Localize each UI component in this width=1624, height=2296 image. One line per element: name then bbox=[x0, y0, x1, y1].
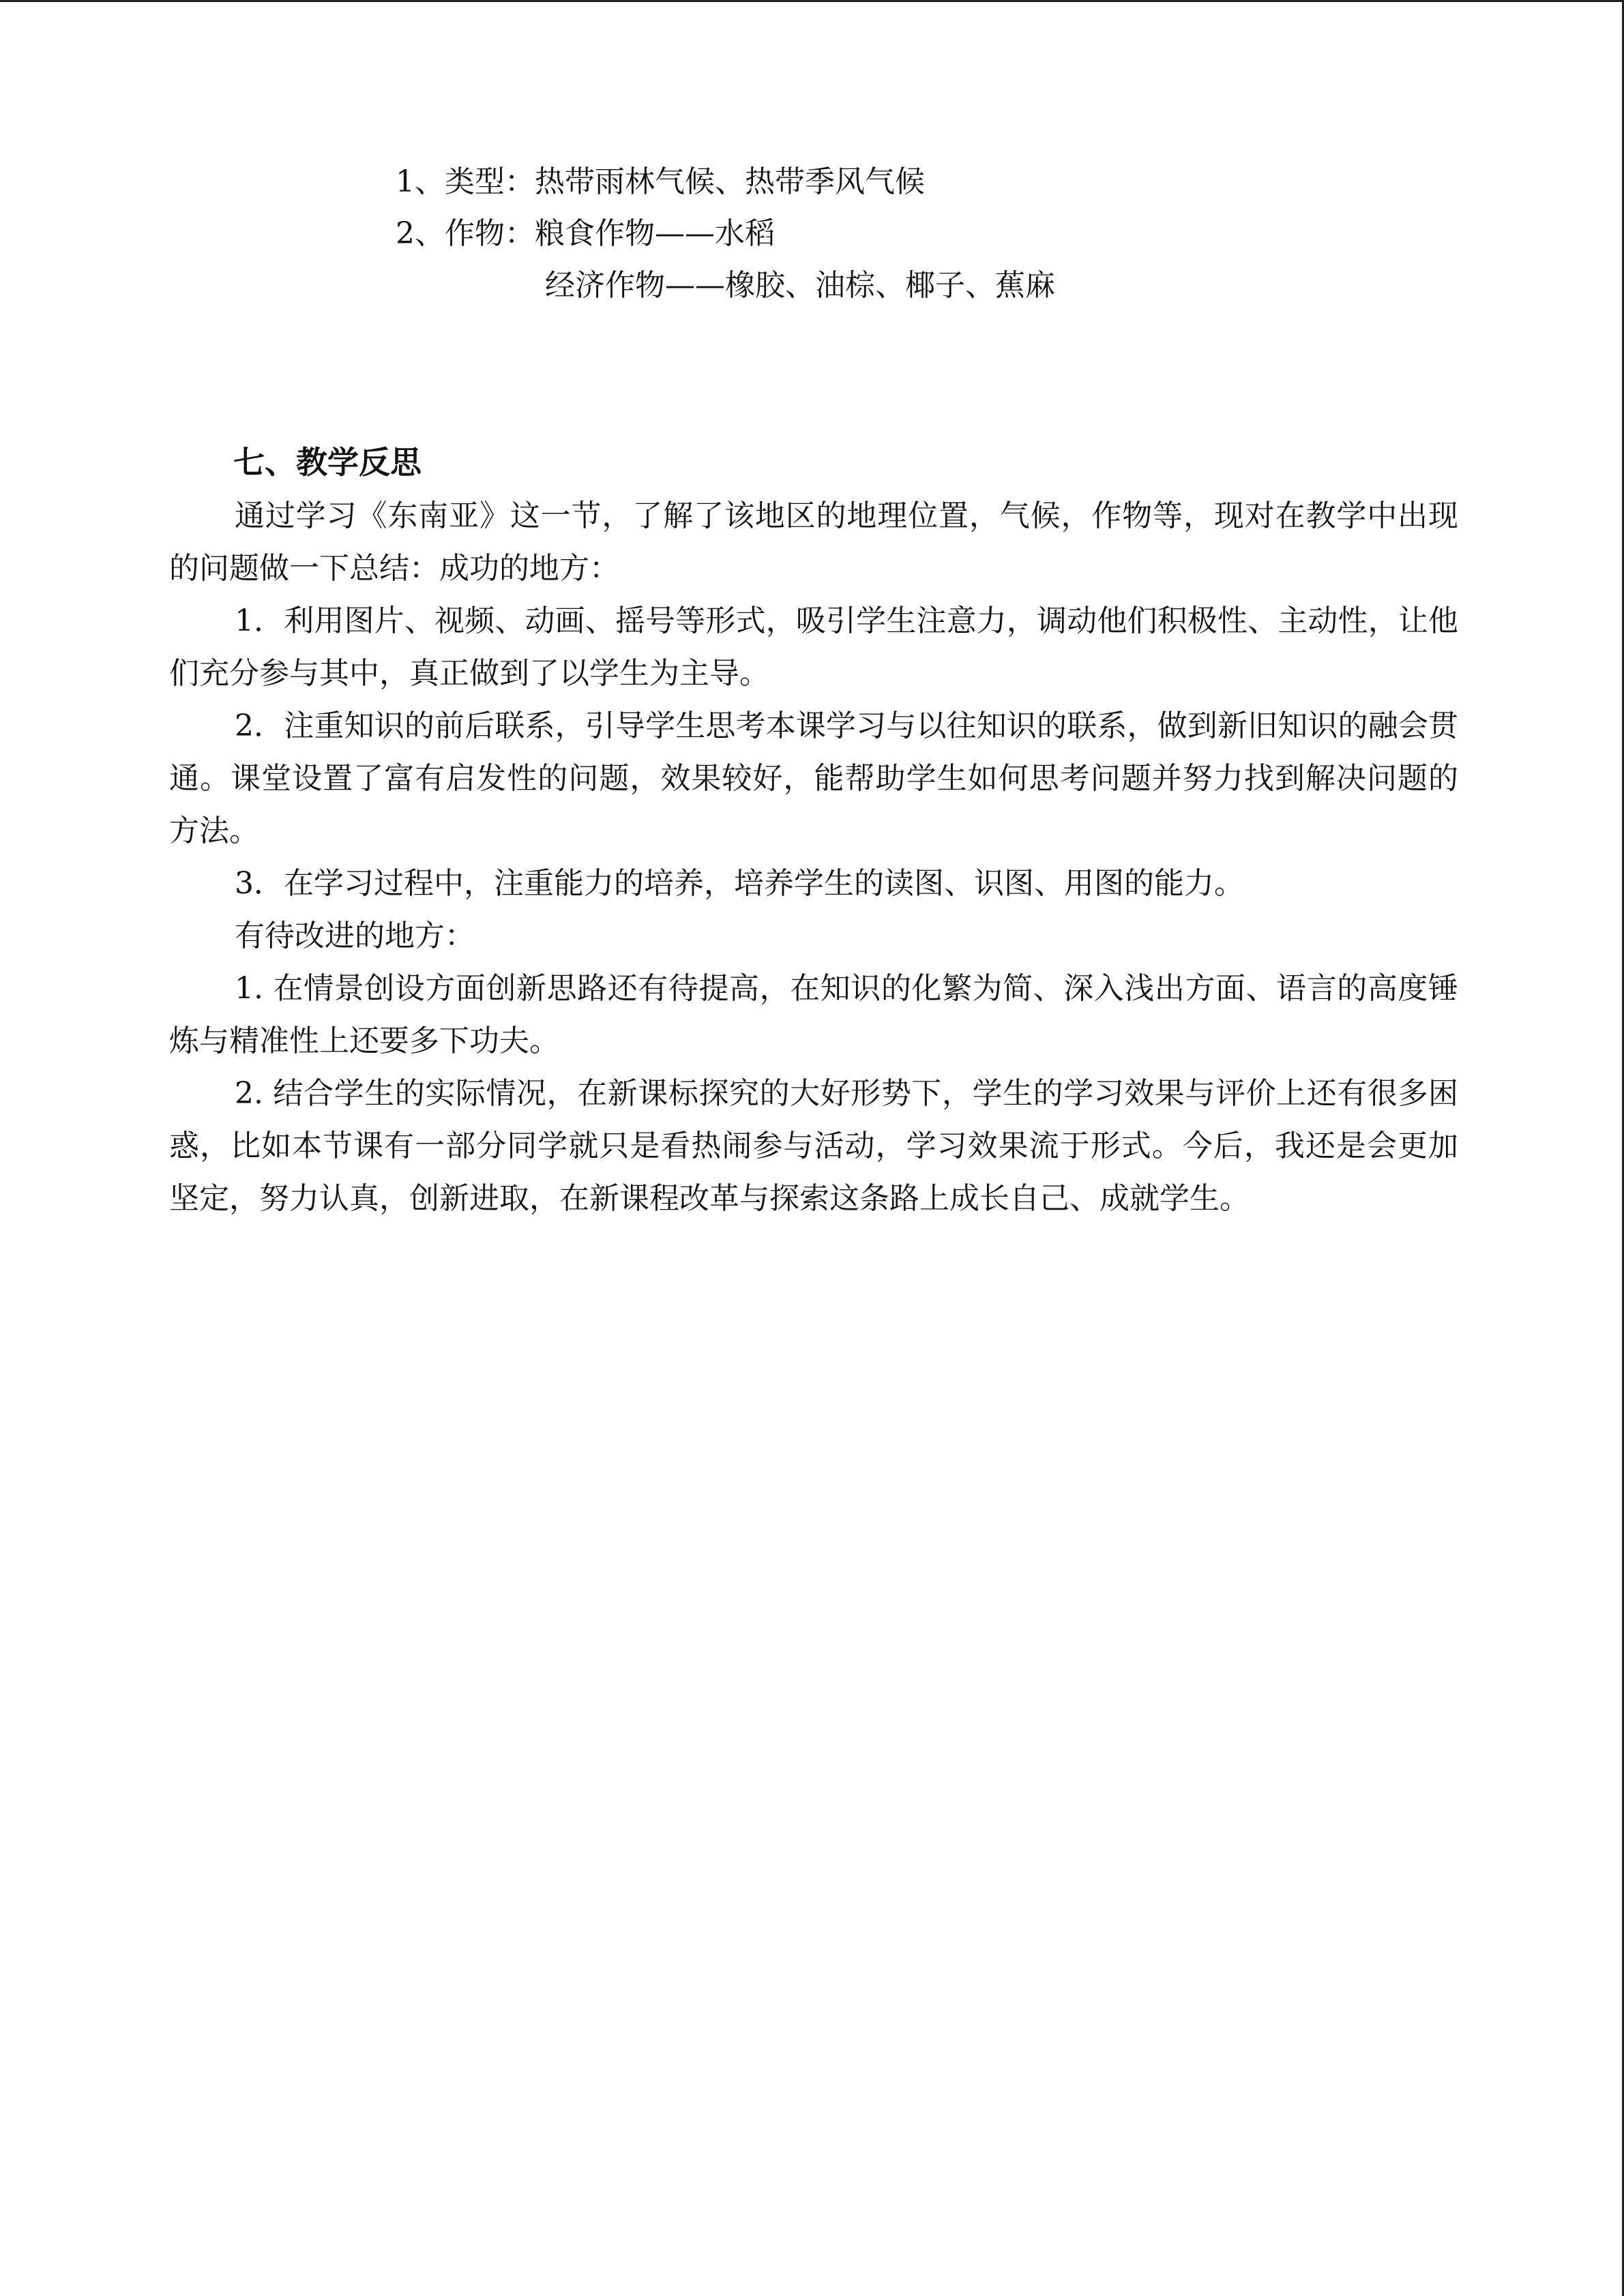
section-heading: 七、教学反思 bbox=[233, 444, 422, 481]
summary-item-food-crop: 2、作物：粮食作物——水稻 bbox=[396, 216, 775, 251]
paragraph-improvement-heading: 有待改进的地方： bbox=[235, 919, 475, 953]
paragraph-improvement-1: 1. 在情景创设方面创新思路还有待提高，在知识的化繁为简、深入浅出方面、语言的高度锤炼与精准性上还要多下功夫。 bbox=[169, 971, 1458, 1058]
paragraph-success-2: 2．注重知识的前后联系，引导学生思考本课学习与以往知识的联系，做到新旧知识的融会贯通。课堂设置了富有启发性的问题，效果较好，能帮助学生如何思考问题并努力找到解决问题的方法。 bbox=[169, 709, 1458, 848]
paragraph-intro: 通过学习《东南亚》这一节，了解了该地区的地理位置，气候，作物等，现对在教学中出现的问题做一下总结：成功的地方： bbox=[169, 498, 1458, 586]
climate-crop-summary bbox=[396, 156, 1282, 312]
summary-item-cash-crop: 经济作物——橡胶、油棕、椰子、蕉麻 bbox=[545, 268, 1055, 303]
paragraph-success-3: 3．在学习过程中，注重能力的培养，培养学生的读图、识图、用图的能力。 bbox=[235, 866, 1244, 901]
paragraph-improvement-2: 2. 结合学生的实际情况，在新课标探究的大好形势下，学生的学习效果与评价上还有很多困惑，比如本节课有一部分同学就只是看热闹参与活动，学习效果流于形式。今后，我还是会更加坚定，努力认真，创新进取，在新课程改革与探索这条路上成长自己、成就学生。 bbox=[169, 1076, 1458, 1216]
reflection-body bbox=[169, 490, 1458, 1225]
summary-item-climate-type: 1、类型：热带雨林气候、热带季风气候 bbox=[396, 164, 925, 199]
paragraph-success-1: 1．利用图片、视频、动画、摇号等形式，吸引学生注意力，调动他们积极性、主动性，让他们充分参与其中，真正做到了以学生为主导。 bbox=[169, 603, 1458, 691]
